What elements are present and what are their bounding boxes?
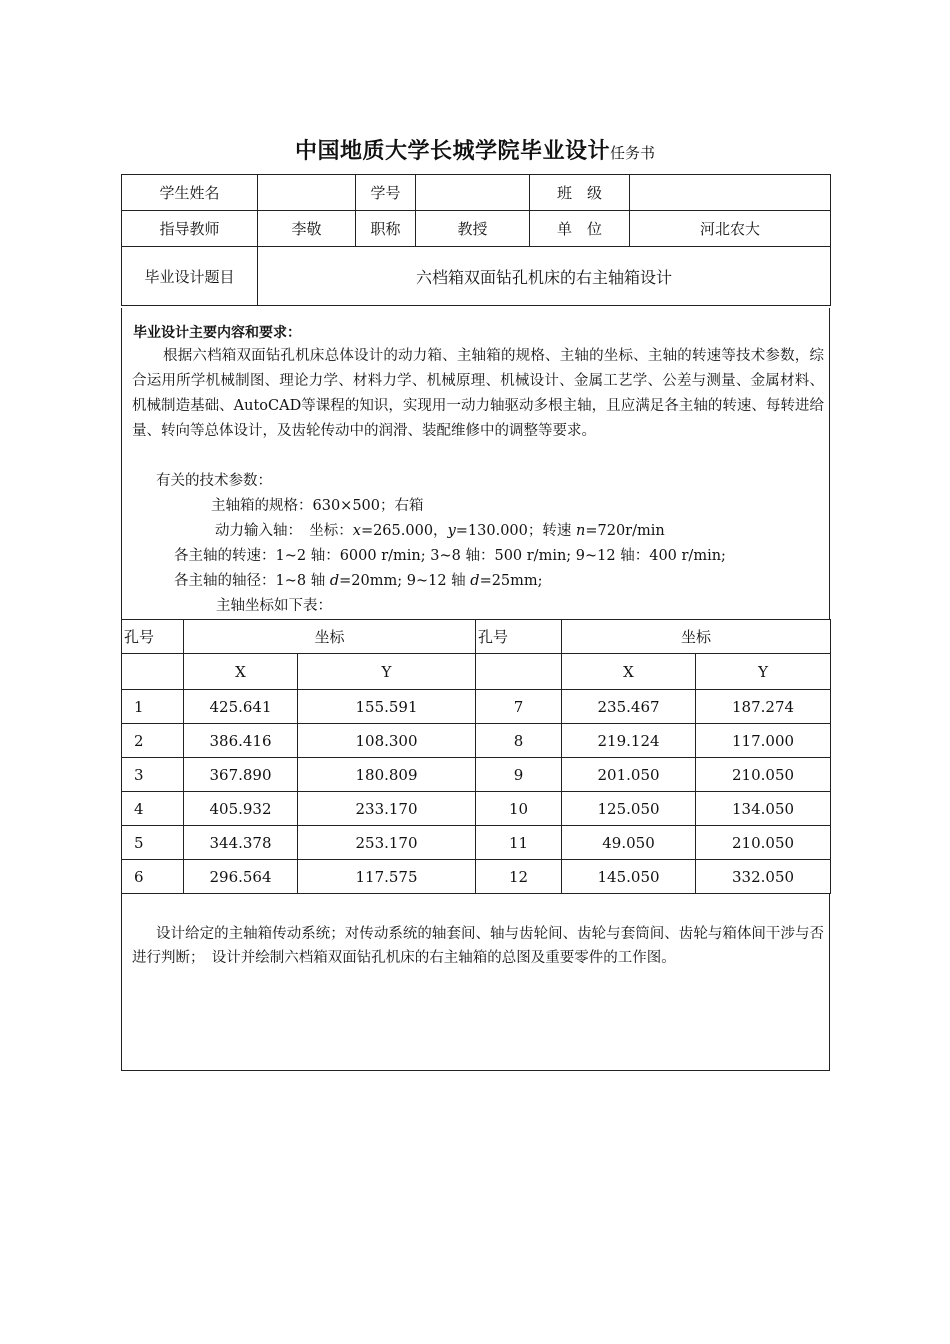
- y-value: 117.000: [696, 724, 831, 758]
- power-x-var: x: [352, 523, 361, 539]
- y-value: 210.050: [696, 758, 831, 792]
- y-value: 187.274: [696, 690, 831, 724]
- x-value: 145.050: [562, 860, 696, 894]
- hole-header-left: 孔号: [122, 620, 184, 654]
- hole-number: 3: [122, 758, 184, 792]
- x-value: 367.890: [184, 758, 298, 792]
- spec-line: 主轴箱的规格：630×500；右箱: [211, 498, 424, 514]
- power-y-var: y: [447, 523, 456, 539]
- coord-header-left: 坐标: [184, 620, 476, 654]
- diam-prefix: 各主轴的轴径：1~8 轴: [174, 573, 330, 589]
- x-value: 219.124: [562, 724, 696, 758]
- table-row: [122, 758, 831, 792]
- x-value: 425.641: [184, 690, 298, 724]
- diam-d2-val: =25mm;: [479, 573, 543, 589]
- hole-empty-right: [476, 654, 562, 690]
- x-value: 235.467: [562, 690, 696, 724]
- hole-number: 11: [476, 826, 562, 860]
- hole-number: 9: [476, 758, 562, 792]
- info-row-student: [122, 175, 831, 211]
- power-line: [215, 519, 665, 544]
- table-row: [122, 826, 831, 860]
- advisor-label: 指导教师: [122, 211, 258, 247]
- hole-number: 7: [476, 690, 562, 724]
- speeds-line: 各主轴的转速：1~2 轴：6000 r/min; 3~8 轴：500 r/min; 9~12 轴：400 r/min;: [174, 548, 726, 564]
- hole-number: 6: [122, 860, 184, 894]
- x-value: 49.050: [562, 826, 696, 860]
- design-requirements-paragraph: 设计给定的主轴箱传动系统；对传动系统的轴套间、轴与齿轮间、齿轮与套筒间、齿轮与箱体间干涉与否进行判断； 设计并绘制六档箱双面钻孔机床的右主轴箱的总图及重要零件的工作图。: [132, 926, 824, 966]
- params-label: 有关的技术参数：: [156, 473, 272, 489]
- hole-number: 4: [122, 792, 184, 826]
- position-value: 教授: [416, 211, 530, 247]
- hole-number: 1: [122, 690, 184, 724]
- power-n-val: =720r/min: [585, 523, 665, 539]
- y-value: 134.050: [696, 792, 831, 826]
- y-value: 117.575: [298, 860, 476, 894]
- diam-d1-var: d: [329, 573, 340, 589]
- axis-header-row: [122, 620, 831, 654]
- title-sub: 任务书: [610, 144, 656, 162]
- info-table: [121, 174, 831, 306]
- table-row: [122, 724, 831, 758]
- info-row-advisor: [122, 211, 831, 247]
- student-name-value: [258, 175, 356, 211]
- student-name-label: 学生姓名: [122, 175, 258, 211]
- x-header-left: X: [184, 654, 298, 690]
- topic-value: 六档箱双面钻孔机床的右主轴箱设计: [258, 247, 831, 306]
- hole-number: 2: [122, 724, 184, 758]
- hole-number: 8: [476, 724, 562, 758]
- design-requirements-section: [121, 893, 830, 1071]
- hole-number: 12: [476, 860, 562, 894]
- hole-number: 5: [122, 826, 184, 860]
- power-prefix: 动力输入轴： 坐标：: [215, 523, 353, 539]
- content-heading: 毕业设计主要内容和要求：: [133, 325, 301, 341]
- title-main: 中国地质大学长城学院毕业设计: [294, 139, 610, 164]
- axis-coordinate-table: [121, 619, 831, 894]
- power-n-var: n: [576, 523, 586, 539]
- student-id-value: [416, 175, 530, 211]
- info-row-topic: [122, 247, 831, 306]
- diam-d1-val: =20mm; 9~12 轴: [339, 573, 471, 589]
- hole-header-right: 孔号: [476, 620, 562, 654]
- y-value: 155.591: [298, 690, 476, 724]
- x-value: 344.378: [184, 826, 298, 860]
- y-value: 210.050: [696, 826, 831, 860]
- power-x-val: =265.000，: [360, 523, 448, 539]
- x-value: 201.050: [562, 758, 696, 792]
- table-intro: 主轴坐标如下表：: [216, 598, 332, 614]
- diam-d2-var: d: [470, 573, 480, 589]
- y-value: 180.809: [298, 758, 476, 792]
- x-value: 405.932: [184, 792, 298, 826]
- table-row: [122, 792, 831, 826]
- content-section: [121, 308, 830, 619]
- class-label: 班 级: [530, 175, 630, 211]
- hole-number: 10: [476, 792, 562, 826]
- document-title: [0, 134, 950, 165]
- position-label: 职称: [356, 211, 416, 247]
- table-row: [122, 690, 831, 724]
- y-value: 253.170: [298, 826, 476, 860]
- x-value: 296.564: [184, 860, 298, 894]
- unit-label: 单 位: [530, 211, 630, 247]
- y-value: 332.050: [696, 860, 831, 894]
- diameter-line: [174, 569, 543, 594]
- axis-subheader-row: [122, 654, 831, 690]
- table-row: [122, 860, 831, 894]
- class-value: [630, 175, 831, 211]
- y-value: 233.170: [298, 792, 476, 826]
- y-value: 108.300: [298, 724, 476, 758]
- unit-value: 河北农大: [630, 211, 831, 247]
- y-header-right: Y: [696, 654, 831, 690]
- x-header-right: X: [562, 654, 696, 690]
- coord-header-right: 坐标: [562, 620, 831, 654]
- student-id-label: 学号: [356, 175, 416, 211]
- hole-empty-left: [122, 654, 184, 690]
- power-y-val: =130.000；转速: [455, 523, 576, 539]
- y-header-left: Y: [298, 654, 476, 690]
- x-value: 386.416: [184, 724, 298, 758]
- x-value: 125.050: [562, 792, 696, 826]
- topic-label: 毕业设计题目: [122, 247, 258, 306]
- advisor-value: 李敬: [258, 211, 356, 247]
- content-paragraph: 根据六档箱双面钻孔机床总体设计的动力箱、主轴箱的规格、主轴的坐标、主轴的转速等技术参数，综合运用所学机械制图、理论力学、材料力学、机械原理、机械设计、金属工艺学、公差与测量、金属材料、机械制造基础、AutoCAD等课程的知识，实现用一动力轴驱动多根主轴，且应满足各主轴的转速、每转进给量、转向等总体设计，及齿轮传动中的润滑、装配维修中的调整等要求。: [132, 348, 824, 439]
